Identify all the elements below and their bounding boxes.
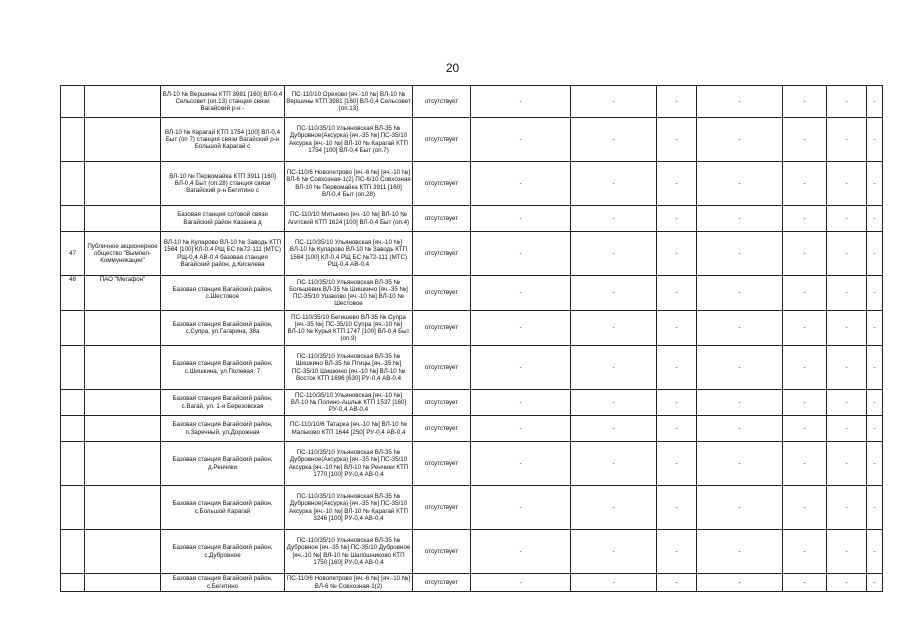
power-source-cell: ПС-110/6 Новопетрово [яч.-6 №] [яч.-10 №] ВЛ-6 № Совхозная-1(2) ПС-6/10 Совхозная ВЛ-10 № Первомайка КТП 3911 [160] ВЛ-0,4 Быт (оп.28)	[285, 162, 413, 206]
dash-cell: -	[783, 311, 827, 346]
row-number-cell	[61, 442, 85, 486]
table-row	[61, 276, 883, 311]
dash-cell: -	[867, 118, 883, 162]
row-number-cell	[61, 416, 85, 442]
table-row	[61, 442, 883, 486]
row-number-cell	[61, 86, 85, 118]
row-number-cell	[61, 311, 85, 346]
dash-cell: -	[867, 86, 883, 118]
dash-cell: -	[657, 442, 697, 486]
dash-cell: -	[471, 346, 571, 390]
status-cell: отсутствует	[413, 530, 471, 574]
dash-cell: -	[783, 232, 827, 276]
dash-cell: -	[827, 442, 867, 486]
dash-cell: -	[827, 486, 867, 530]
organization-cell	[85, 206, 161, 232]
dash-cell: -	[657, 118, 697, 162]
dash-cell: -	[571, 311, 657, 346]
power-source-cell: ПС-110/35/10 Ульяновская [яч.-10 №] ВЛ-10 № Полино-Ашлык КТП 1537 [160] РУ-0,4 АВ-0,4	[285, 390, 413, 416]
dash-cell: -	[783, 486, 827, 530]
dash-cell: -	[867, 311, 883, 346]
dash-cell: -	[657, 311, 697, 346]
dash-cell: -	[783, 118, 827, 162]
dash-cell: -	[827, 232, 867, 276]
table-row	[61, 118, 883, 162]
dash-cell: -	[867, 276, 883, 311]
power-source-cell: ПС-110/35/10 Ульяновская [яч.-10 №] ВЛ-10 № Куларово ВЛ-10 № Заводь КТП 1564 [100] КЛ-0,4 РЩ БС №72-111 (МТС) РЩ-0,4 АВ-0,4	[285, 232, 413, 276]
dash-cell: -	[867, 530, 883, 574]
object-cell: Базовая станция Вагайский район, с.Шишкина, ул.Полевая, 7	[161, 346, 285, 390]
dash-cell: -	[471, 206, 571, 232]
dash-cell: -	[827, 346, 867, 390]
object-cell: Базовая станция Вагайский район, с.Большой Карагай	[161, 486, 285, 530]
dash-cell: -	[657, 390, 697, 416]
dash-cell: -	[827, 530, 867, 574]
dash-cell: -	[657, 162, 697, 206]
status-cell: отсутствует	[413, 206, 471, 232]
object-cell: ВЛ-10 № Куларово ВЛ-10 № Заводь КТП 1564 [100] КЛ-0,4 РЩ БС №72-111 (МТС) РЩ-0,4 АВ-0,4 базовая станция Вагайский район, д.Киселева	[161, 232, 285, 276]
register-table	[60, 85, 883, 592]
object-cell: Базовая станция Вагайский район, с.Супра, ул.Гагарина, 38а	[161, 311, 285, 346]
dash-cell: -	[697, 390, 783, 416]
dash-cell: -	[697, 118, 783, 162]
dash-cell: -	[827, 416, 867, 442]
dash-cell: -	[657, 276, 697, 311]
organization-cell	[85, 346, 161, 390]
dash-cell: -	[783, 530, 827, 574]
object-cell: Базовая станция Вагайский район, с.Дубровное	[161, 530, 285, 574]
dash-cell: -	[867, 416, 883, 442]
organization-cell	[85, 574, 161, 592]
dash-cell: -	[827, 86, 867, 118]
dash-cell: -	[571, 416, 657, 442]
row-number-cell	[61, 486, 85, 530]
status-cell: отсутствует	[413, 118, 471, 162]
dash-cell: -	[697, 574, 783, 592]
dash-cell: -	[471, 232, 571, 276]
dash-cell: -	[657, 86, 697, 118]
dash-cell: -	[571, 530, 657, 574]
table-row	[61, 530, 883, 574]
power-source-cell: ПС-110/35/10 Ульяновская ВЛ-35 № Дубровное(Аксурка) [яч.-35 №] ПС-35/10 Аксурка [яч.-10 №] ВЛ-10 № Карагай КТП 1754 [100] ВЛ-0,4 Быт (оп.7)	[285, 118, 413, 162]
dash-cell: -	[571, 574, 657, 592]
dash-cell: -	[657, 486, 697, 530]
dash-cell: -	[867, 162, 883, 206]
dash-cell: -	[571, 232, 657, 276]
dash-cell: -	[697, 162, 783, 206]
organization-cell	[85, 311, 161, 346]
object-cell: ВЛ-10 № Вершины КТП 3981 [160] ВЛ-0,4 Сельсовет (оп.13) станция связи Вагайский р-н -	[161, 86, 285, 118]
dash-cell: -	[697, 530, 783, 574]
status-cell: отсутствует	[413, 86, 471, 118]
dash-cell: -	[657, 232, 697, 276]
organization-cell: Публичное акционерное общество "Вымпел-Коммуникации"	[85, 232, 161, 276]
row-number-cell	[61, 162, 85, 206]
power-source-cell: ПС-110/6 Новопетрово [яч.-6 №] [яч.-10 №] ВЛ-6 № Совхозная-1(2)	[285, 574, 413, 592]
dash-cell: -	[471, 276, 571, 311]
dash-cell: -	[471, 86, 571, 118]
object-cell: ВЛ-10 № Карагай КТП 1754 [100] ВЛ-0,4 Быт (оп 7) станция связи Вагайский р-н Большой Карагай с	[161, 118, 285, 162]
status-cell: отсутствует	[413, 311, 471, 346]
dash-cell: -	[471, 390, 571, 416]
dash-cell: -	[571, 442, 657, 486]
dash-cell: -	[783, 390, 827, 416]
table-row	[61, 390, 883, 416]
dash-cell: -	[471, 530, 571, 574]
dash-cell: -	[657, 416, 697, 442]
dash-cell: -	[867, 390, 883, 416]
dash-cell: -	[867, 206, 883, 232]
dash-cell: -	[783, 442, 827, 486]
dash-cell: -	[827, 390, 867, 416]
dash-cell: -	[471, 486, 571, 530]
dash-cell: -	[571, 346, 657, 390]
dash-cell: -	[697, 442, 783, 486]
row-number-cell: 47	[61, 232, 85, 276]
table-row	[61, 311, 883, 346]
status-cell: отсутствует	[413, 346, 471, 390]
object-cell: Базовая станция Вагайский район, с.Шестовое	[161, 276, 285, 311]
dash-cell: -	[657, 206, 697, 232]
dash-cell: -	[783, 276, 827, 311]
dash-cell: -	[827, 206, 867, 232]
table-row	[61, 86, 883, 118]
organization-cell	[85, 390, 161, 416]
table-row	[61, 162, 883, 206]
status-cell: отсутствует	[413, 232, 471, 276]
organization-cell	[85, 162, 161, 206]
dash-cell: -	[571, 86, 657, 118]
row-number-cell	[61, 118, 85, 162]
dash-cell: -	[867, 574, 883, 592]
dash-cell: -	[783, 162, 827, 206]
dash-cell: -	[657, 346, 697, 390]
organization-cell	[85, 442, 161, 486]
power-source-cell: ПС-110/35/10 Ульяновская ВЛ-35 № Шишкино ВЛ-35 № Птицы [яч.-35 №] ПС-35/10 Шишкино [яч.-10 №] ВЛ-10 № Восток КТП 1696 [630] РУ-0,4 АВ-0,4	[285, 346, 413, 390]
row-number-cell	[61, 530, 85, 574]
dash-cell: -	[697, 276, 783, 311]
dash-cell: -	[471, 442, 571, 486]
dash-cell: -	[657, 530, 697, 574]
dash-cell: -	[697, 86, 783, 118]
dash-cell: -	[827, 118, 867, 162]
dash-cell: -	[471, 118, 571, 162]
power-source-cell: ПС-110/35/10 Бегишево ВЛ-35 № Супра [яч.-35 №] ПС-35/10 Супра [яч.-10 №] ВЛ-10 № Курья КТП 1747 [100] ВЛ-0,4 Быт (оп.9)	[285, 311, 413, 346]
object-cell: ВЛ-10 № Первомайка КТП 3911 [160] ВЛ-0,4 Быт (оп.28) станция связи Вагайский р-н Бегитино с	[161, 162, 285, 206]
page-number: 20	[445, 61, 460, 75]
dash-cell: -	[827, 276, 867, 311]
organization-cell: ПАО "Мегафон"	[85, 276, 161, 311]
status-cell: отсутствует	[413, 442, 471, 486]
dash-cell: -	[471, 416, 571, 442]
dash-cell: -	[867, 486, 883, 530]
table-row	[61, 574, 883, 592]
dash-cell: -	[571, 276, 657, 311]
dash-cell: -	[867, 442, 883, 486]
organization-cell	[85, 416, 161, 442]
power-source-cell: ПС-110/35/10 Ульяновская ВЛ-35 № Дубровное(Аксурка) [яч.-35 №] ПС-35/10 Аксурка [яч.-10 №] ВЛ-10 № Карагай КТП 3246 [100] РУ-0,4 АВ-0,4	[285, 486, 413, 530]
dash-cell: -	[471, 162, 571, 206]
table-row	[61, 486, 883, 530]
dash-cell: -	[783, 86, 827, 118]
status-cell: отсутствует	[413, 390, 471, 416]
table-row	[61, 206, 883, 232]
organization-cell	[85, 486, 161, 530]
dash-cell: -	[783, 574, 827, 592]
status-cell: отсутствует	[413, 416, 471, 442]
object-cell: Базовая станция Вагайский район, д.Ренчики	[161, 442, 285, 486]
dash-cell: -	[657, 574, 697, 592]
object-cell: Базовая станция Вагайский район, с.Бегитино	[161, 574, 285, 592]
row-number-cell	[61, 206, 85, 232]
dash-cell: -	[471, 311, 571, 346]
table-row	[61, 346, 883, 390]
row-number-cell	[61, 574, 85, 592]
dash-cell: -	[697, 206, 783, 232]
power-source-cell: ПС-110/35/10 Ульяновская ВЛ-35 № Дубровное(Аксурка) [яч.-35 №] ПС-35/10 Аксурка [яч.-10 №] ВЛ-10 № Ренчики КТП 1770 [100] РУ-0,4 АВ-0,4	[285, 442, 413, 486]
dash-cell: -	[697, 346, 783, 390]
power-source-cell: ПС-110/35/10 Ульяновская ВЛ-35 № Дубровное [яч.-35 №] ПС-35/10 Дубровное [яч.-10 №] ВЛ-10 № Шапошниково КТП 1750 [160] РУ-0,4 АВ-0,4	[285, 530, 413, 574]
dash-cell: -	[571, 390, 657, 416]
row-number-cell	[61, 390, 85, 416]
dash-cell: -	[697, 311, 783, 346]
dash-cell: -	[697, 416, 783, 442]
power-source-cell: ПС-110/10 Митькино [яч.-10 №] ВЛ-10 № Агитский КТП 1624 [100] ВЛ-0,4 Быт (оп.4)	[285, 206, 413, 232]
object-cell: Базовая станция Вагайский район, с.Вагай, ул. 1-я Березовская	[161, 390, 285, 416]
dash-cell: -	[571, 486, 657, 530]
object-cell: Базовая станция сотовой связи Вагайский район Казанка д	[161, 206, 285, 232]
dash-cell: -	[471, 574, 571, 592]
dash-cell: -	[571, 206, 657, 232]
organization-cell	[85, 86, 161, 118]
dash-cell: -	[827, 311, 867, 346]
dash-cell: -	[571, 118, 657, 162]
organization-cell	[85, 118, 161, 162]
power-source-cell: ПС-110/10 Орехово [яч.-10 №] ВЛ-10 № Вершины КТП 3981 [160] ВЛ-0,4 Сельсовет (оп.13)	[285, 86, 413, 118]
row-number-cell	[61, 346, 85, 390]
object-cell: Базовая станция Вагайский район, п.Заречный, ул.Дорожная	[161, 416, 285, 442]
status-cell: отсутствует	[413, 574, 471, 592]
status-cell: отсутствует	[413, 486, 471, 530]
power-source-cell: ПС-110/10/6 Татарка [яч.-10 №] ВЛ-10 № Мальково КТП 1644 [250] РУ-0,4 АВ-0,4	[285, 416, 413, 442]
table-row	[61, 232, 883, 276]
power-source-cell: ПС-110/35/10 Ульяновская ВЛ-35 № Большевик ВЛ-35 № Шишкино [яч.-35 №] ПС-35/10 Ушаково [яч.-10 №] ВЛ-10 № Шестовое	[285, 276, 413, 311]
dash-cell: -	[827, 162, 867, 206]
row-number-cell: 48	[61, 276, 85, 311]
status-cell: отсутствует	[413, 162, 471, 206]
dash-cell: -	[867, 232, 883, 276]
dash-cell: -	[783, 206, 827, 232]
dash-cell: -	[783, 346, 827, 390]
dash-cell: -	[697, 486, 783, 530]
organization-cell	[85, 530, 161, 574]
dash-cell: -	[783, 416, 827, 442]
dash-cell: -	[697, 232, 783, 276]
dash-cell: -	[571, 162, 657, 206]
status-cell: отсутствует	[413, 276, 471, 311]
table-row	[61, 416, 883, 442]
dash-cell: -	[827, 574, 867, 592]
register-body	[61, 86, 883, 592]
dash-cell: -	[867, 346, 883, 390]
